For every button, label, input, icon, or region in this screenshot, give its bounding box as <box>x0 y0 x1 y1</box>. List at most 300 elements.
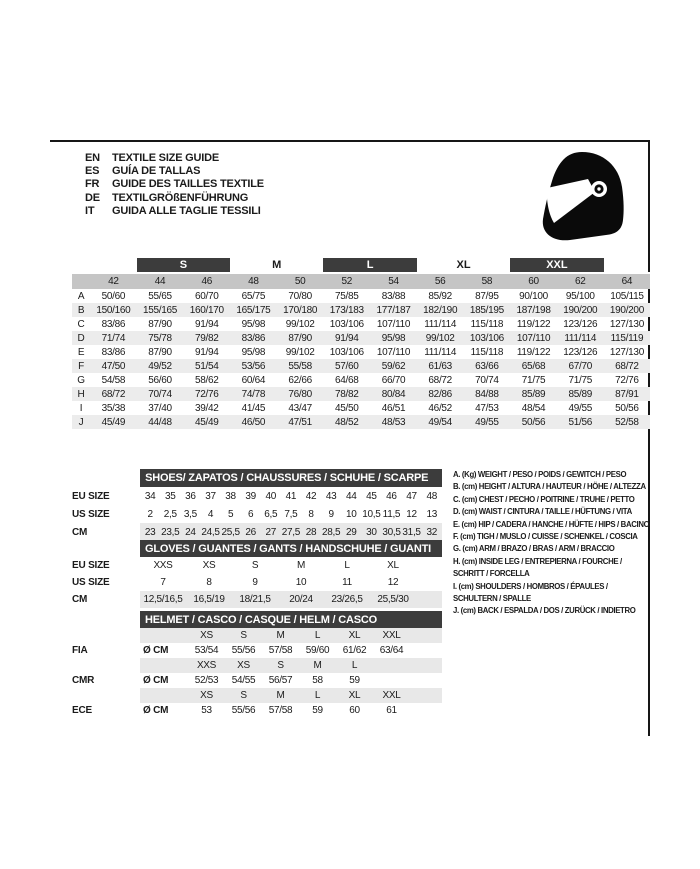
measurement-cell: 48/52 <box>323 415 370 429</box>
measurement-cell: 35/38 <box>101 402 126 414</box>
measurement-cell: 103/106 <box>329 346 364 358</box>
language-row <box>85 205 264 218</box>
row-label-cell: EU SIZE <box>72 487 140 505</box>
size-label-cell: XS <box>225 658 262 673</box>
value-cell: 41 <box>285 490 297 502</box>
measurement-cell: 60/70 <box>194 290 219 302</box>
measurement-row-a <box>72 289 650 303</box>
row-label-cell: G <box>77 374 85 386</box>
size-label-cell: XXL <box>373 688 410 703</box>
value-cell: 54/55 <box>231 675 256 686</box>
measurement-cell: 72/76 <box>183 387 230 401</box>
value-cell: 48 <box>426 490 438 502</box>
measurement-cell: 45/49 <box>90 415 137 429</box>
measurement-cell: 185/195 <box>464 303 511 317</box>
measurement-cell: 170/180 <box>277 303 324 317</box>
size-label-cell: S <box>225 688 262 703</box>
filler-cell <box>410 688 442 703</box>
measurement-cell: 127/130 <box>609 346 644 358</box>
legend-item: F. (cm) TIGH / MUSLO / CUISSE / SCHENKEL / COSCIA <box>453 532 638 542</box>
size-number-cell: 50 <box>277 273 324 289</box>
size-label-cell: XXL <box>373 628 410 643</box>
value-cell: 60 <box>349 705 360 716</box>
measurement-cell: 95/100 <box>565 290 595 302</box>
value-cell: 18/21,5 <box>232 591 278 608</box>
measurement-cell: 150/160 <box>90 303 137 317</box>
row-label-cell <box>72 688 140 703</box>
language-code: ES <box>85 165 100 178</box>
value-cell: 20/24 <box>278 591 324 608</box>
measurement-cell: 82/86 <box>417 387 464 401</box>
table-row-cm <box>72 523 442 541</box>
row-label-cell: A <box>77 290 85 302</box>
filler-cell <box>410 643 442 658</box>
measurement-cell: 55/58 <box>277 359 324 373</box>
standard-label-cell: FIA <box>72 643 140 658</box>
helmet-value-row-cmr <box>72 673 442 688</box>
standard-label-cell: CMR <box>72 673 140 688</box>
size-number-cell: 44 <box>137 273 184 289</box>
value-cell: 29 <box>341 523 361 541</box>
measurement-cell: 187/198 <box>510 303 557 317</box>
measurement-cell: 182/190 <box>417 303 464 317</box>
header-spacer <box>72 611 140 628</box>
value-cell: 38 <box>225 490 236 502</box>
language-code: EN <box>85 152 100 164</box>
measurement-cell: 54/58 <box>101 374 126 386</box>
size-label-cell <box>373 658 410 673</box>
filler-cell <box>410 658 442 673</box>
diameter-label-cell: Ø CM <box>143 645 169 656</box>
measurement-cell: 44/48 <box>137 415 184 429</box>
helmet-size-row-cmr <box>72 658 442 673</box>
row-label-cell: I <box>79 402 83 414</box>
size-label-cell: L <box>299 628 336 643</box>
value-cell: 44 <box>345 490 357 502</box>
measurement-cell: 48/54 <box>521 402 546 414</box>
legend-item: A. (Kg) WEIGHT / PESO / POIDS / GEWITCH / PESO <box>453 470 627 479</box>
size-class-band-xl: XL <box>417 258 510 273</box>
measurement-cell: 76/80 <box>277 387 324 401</box>
value-cell: 30,5 <box>381 523 401 541</box>
measurement-cell: 115/118 <box>470 346 504 358</box>
measurement-cell: 91/94 <box>323 331 370 345</box>
size-label-cell: L <box>299 688 336 703</box>
measurement-cell: 43/47 <box>288 402 312 414</box>
value-cell: 46 <box>386 490 397 502</box>
measurement-cell: 68/72 <box>90 387 137 401</box>
value-cell: 7,5 <box>284 508 298 520</box>
row-label-cell: D <box>72 331 90 345</box>
table-header-row <box>72 611 442 628</box>
measurement-row-d <box>72 331 650 345</box>
helmet-icon-svg <box>536 149 626 243</box>
measurement-cell: 47/53 <box>475 402 499 414</box>
value-cell: 57/58 <box>268 705 293 716</box>
measurement-cell: 87/90 <box>277 331 324 345</box>
measurement-cell: 50/60 <box>101 290 126 302</box>
measurement-cell: 190/200 <box>604 303 651 317</box>
measurement-cell: 56/60 <box>148 374 172 386</box>
measurement-cell: 87/95 <box>475 290 499 302</box>
value-cell: 31,5 <box>402 523 422 541</box>
value-cell: 3,5 <box>183 508 197 520</box>
measurement-cell: 64/68 <box>335 374 359 386</box>
value-cell: 2,5 <box>163 508 177 520</box>
size-number-cell: 54 <box>370 273 417 289</box>
measurement-cell: 72/76 <box>615 374 639 386</box>
measurement-cell: 58/62 <box>194 374 219 386</box>
size-label-cell: M <box>262 688 299 703</box>
measurement-cell: 160/170 <box>183 303 230 317</box>
measurement-cell: 41/45 <box>241 402 266 414</box>
value-cell: 35 <box>164 490 176 502</box>
helmet-value-row-fia <box>72 643 442 658</box>
measurement-row-i <box>72 401 650 415</box>
size-number-cell: 62 <box>557 273 604 289</box>
table-row-us-size <box>72 505 442 523</box>
diameter-spacer-cell <box>140 628 188 643</box>
table-row-eu-size <box>72 557 442 574</box>
header-spacer <box>72 540 140 557</box>
value-cell: 28 <box>301 523 321 541</box>
value-cell: 23 <box>140 523 160 541</box>
measurement-cell: 83/88 <box>381 290 406 302</box>
value-cell: 57/58 <box>268 645 293 656</box>
filler-cell <box>416 591 442 608</box>
value-cell: 9 <box>252 577 258 588</box>
measurement-cell: 190/200 <box>557 303 604 317</box>
legend-item: H. (cm) INSIDE LEG / ENTREPIERNA / FOURCHE / SCHRITT / FORCELLA <box>453 556 622 579</box>
size-class-band-s: S <box>137 258 230 273</box>
value-cell: XS <box>202 560 216 571</box>
measurement-cell: 75/78 <box>137 331 184 345</box>
row-label-cell: H <box>72 387 90 401</box>
measurement-cell: 165/175 <box>230 303 277 317</box>
measurement-cell: 103/106 <box>464 331 511 345</box>
measurement-cell: 60/64 <box>241 374 266 386</box>
measurement-cell: 95/98 <box>241 318 266 330</box>
measurement-cell: 85/89 <box>510 387 557 401</box>
measurement-cell: 47/51 <box>277 415 324 429</box>
table-row-us-size <box>72 574 442 591</box>
value-cell: 16,5/19 <box>186 591 232 608</box>
measurement-cell: 90/100 <box>519 290 548 302</box>
filler-cell <box>416 574 442 591</box>
value-cell: 27,5 <box>281 523 301 541</box>
language-code: IT <box>85 204 95 217</box>
measurement-cell: 115/118 <box>470 318 504 330</box>
value-cell: 6,5 <box>264 508 278 520</box>
size-class-row <box>72 258 650 273</box>
measurement-cell: 123/126 <box>563 318 598 330</box>
measurement-cell: 51/56 <box>557 415 604 429</box>
language-row <box>85 178 264 191</box>
language-row <box>85 192 264 205</box>
measurement-cell: 87/90 <box>148 346 172 358</box>
measurement-cell: 111/114 <box>424 318 457 330</box>
measurement-cell: 55/65 <box>148 290 172 302</box>
shoes-size-table <box>72 469 442 541</box>
value-cell: 43 <box>325 490 337 502</box>
value-cell: XXS <box>153 560 173 571</box>
row-label-cell <box>72 658 140 673</box>
measurement-cell: 67/70 <box>557 359 604 373</box>
measurement-cell: 51/54 <box>183 359 230 373</box>
legend-item: D. (cm) WAIST / CINTURA / TAILLE / HÜFTUNG / VITA <box>453 507 632 517</box>
measurement-cell: 91/94 <box>194 346 219 358</box>
row-label-cell: EU SIZE <box>72 557 140 574</box>
size-label-cell: XL <box>336 688 373 703</box>
helmet-size-row-ece <box>72 688 442 703</box>
size-label-cell: XXS <box>188 658 225 673</box>
measurement-cell: 95/98 <box>370 331 417 345</box>
row-label-cell: J <box>72 415 90 429</box>
measurement-cell: 45/50 <box>335 402 359 414</box>
filler-cell <box>410 703 442 718</box>
measurement-cell: 85/92 <box>428 290 452 302</box>
value-cell: 24 <box>180 523 200 541</box>
measurement-cell: 80/84 <box>370 387 417 401</box>
value-cell: 32 <box>422 523 442 541</box>
measurement-cell: 107/110 <box>376 346 411 358</box>
diameter-label-cell: Ø CM <box>143 675 169 686</box>
legend-item: G. (cm) ARM / BRAZO / BRAS / ARM / BRACCIO <box>453 544 615 554</box>
measurement-cell: 177/187 <box>370 303 417 317</box>
measurement-cell: 173/183 <box>323 303 370 317</box>
value-cell: 42 <box>305 490 317 502</box>
measurement-cell: 71/75 <box>568 374 593 386</box>
table-title: SHOES/ ZAPATOS / CHAUSSURES / SCHUHE / SCARPE <box>140 469 442 487</box>
value-cell: 23,5 <box>160 523 180 541</box>
size-number-cell: 52 <box>323 273 370 289</box>
size-number-cell: 42 <box>90 273 137 289</box>
measurement-cell: 46/52 <box>428 402 452 414</box>
measurement-cell: 78/82 <box>323 387 370 401</box>
measurement-cell: 49/55 <box>568 402 593 414</box>
filler-cell <box>410 628 442 643</box>
measurement-cell: 50/56 <box>510 415 557 429</box>
measurement-cell: 107/110 <box>510 331 557 345</box>
size-label-cell: L <box>336 658 373 673</box>
guide-title: GUIDA ALLE TAGLIE TESSILI <box>112 204 261 217</box>
value-cell: 52/53 <box>194 675 219 686</box>
value-cell: 25,5 <box>221 523 241 541</box>
measurement-cell: 71/75 <box>521 374 546 386</box>
measurement-cell: 99/102 <box>285 318 315 330</box>
measurement-cell: 39/42 <box>194 402 219 414</box>
row-label-cell: F <box>72 359 90 373</box>
measurement-cell: 62/66 <box>288 374 312 386</box>
measurement-row-b <box>72 303 650 317</box>
measurement-cell: 46/50 <box>230 415 277 429</box>
value-cell: 23/26,5 <box>324 591 370 608</box>
helmet-size-table <box>72 611 442 718</box>
measurement-cell: 70/74 <box>475 374 499 386</box>
value-cell: 8 <box>206 577 212 588</box>
guide-title: GUÍA DE TALLAS <box>112 165 201 178</box>
legend-item: C. (cm) CHEST / PECHO / POITRINE / TRUHE / PETTO <box>453 494 635 504</box>
measurement-row-c <box>72 317 650 331</box>
gloves-size-table <box>72 540 442 608</box>
measurement-legend <box>453 469 653 618</box>
value-cell: 7 <box>160 577 166 588</box>
standard-label-cell: ECE <box>72 703 140 718</box>
filler-cell <box>416 557 442 574</box>
guide-title: GUIDE DES TAILLES TEXTILE <box>112 178 264 191</box>
value-cell: 6 <box>248 508 254 520</box>
row-label-cell: US SIZE <box>72 574 140 591</box>
row-label-cell: B <box>72 303 90 317</box>
value-cell: 30 <box>361 523 381 541</box>
helmet-value-row-ece <box>72 703 442 718</box>
value-cell: 9 <box>328 508 334 520</box>
size-label-cell: M <box>299 658 336 673</box>
language-row <box>85 152 264 165</box>
value-cell: 55/56 <box>231 645 256 656</box>
measurement-cell: 70/74 <box>137 387 184 401</box>
measurement-cell: 127/130 <box>609 318 644 330</box>
size-number-cell: 46 <box>183 273 230 289</box>
value-cell: 27 <box>261 523 281 541</box>
measurement-cell: 87/91 <box>604 387 651 401</box>
diameter-label-cell: Ø CM <box>143 705 169 716</box>
value-cell: 24,5 <box>200 523 220 541</box>
value-cell: 36 <box>185 490 196 502</box>
language-code: FR <box>85 178 100 191</box>
measurement-cell: 65/75 <box>241 290 266 302</box>
helmet-size-row-fia <box>72 628 442 643</box>
value-cell: 5 <box>227 508 234 520</box>
measurement-cell: 83/86 <box>230 331 277 345</box>
table-title: HELMET / CASCO / CASQUE / HELM / CASCO <box>140 611 442 628</box>
measurement-cell: 119/122 <box>516 318 551 330</box>
value-cell: 12 <box>387 577 399 588</box>
value-cell: 37 <box>205 490 216 502</box>
measurement-cell: 95/98 <box>241 346 266 358</box>
language-row <box>85 165 264 178</box>
language-code: DE <box>85 191 100 204</box>
table-header-row <box>72 469 442 487</box>
value-cell: 63/64 <box>379 645 404 656</box>
table-row-cm <box>72 591 442 608</box>
table-header-row <box>72 540 442 557</box>
value-cell: 25,5/30 <box>370 591 416 608</box>
measurement-cell: 37/40 <box>148 402 172 414</box>
size-label-cell: XS <box>188 628 225 643</box>
measurement-cell: 45/49 <box>183 415 230 429</box>
measurement-cell: 49/55 <box>464 415 511 429</box>
measurement-row-f <box>72 359 650 373</box>
measurement-cell: 115/119 <box>604 331 651 345</box>
measurement-cell: 155/165 <box>137 303 184 317</box>
guide-title: TEXTILE SIZE GUIDE <box>112 152 220 164</box>
size-number-cell: 48 <box>230 273 277 289</box>
helmet-icon <box>536 149 626 243</box>
value-cell: 4 <box>207 508 214 520</box>
size-number-cell: 60 <box>510 273 557 289</box>
measurement-row-j <box>72 415 650 429</box>
size-label-cell: S <box>262 658 299 673</box>
measurement-cell: 74/78 <box>230 387 277 401</box>
legend-item: E. (cm) HIP / CADERA / HANCHE / HÜFTE / HIPS / BACINO <box>453 519 650 529</box>
value-cell: L <box>344 560 350 571</box>
measurement-cell: 87/90 <box>148 318 172 330</box>
measurement-cell: 84/88 <box>464 387 511 401</box>
value-cell: 45 <box>366 490 377 502</box>
value-cell: 40 <box>265 490 277 502</box>
row-label-cell: CM <box>72 591 140 608</box>
value-cell: 8 <box>308 508 314 520</box>
value-cell: 11 <box>342 577 352 588</box>
value-cell: 12 <box>406 508 417 520</box>
table-title: GLOVES / GUANTES / GANTS / HANDSCHUHE / GUANTI <box>140 540 442 557</box>
value-cell: 28,5 <box>321 523 341 541</box>
measurement-cell: 71/74 <box>90 331 137 345</box>
measurement-cell: 107/110 <box>376 318 411 330</box>
measurement-cell: 111/114 <box>424 346 457 358</box>
value-cell: 59/60 <box>305 645 330 656</box>
value-cell: 59 <box>312 705 323 716</box>
value-cell: XL <box>387 560 399 571</box>
header-spacer <box>72 469 140 487</box>
measurement-cell: 68/72 <box>604 359 651 373</box>
value-cell: 55/56 <box>231 705 256 716</box>
legend-item: B. (cm) HEIGHT / ALTURA / HAUTEUR / HÖHE / ALTEZZA <box>453 482 646 492</box>
size-class-band-xxl: XXL <box>510 258 603 273</box>
value-cell: 39 <box>245 490 256 502</box>
value-cell: 12,5/16,5 <box>140 591 186 608</box>
measurement-cell: 85/89 <box>557 387 604 401</box>
value-cell: 47 <box>406 490 417 502</box>
table-row-eu-size <box>72 487 442 505</box>
value-cell: 53/54 <box>194 645 219 656</box>
legend-item: J. (cm) BACK / ESPALDA / DOS / ZURÜCK / INDIETRO <box>453 606 636 616</box>
measurement-cell: 91/94 <box>194 318 219 330</box>
value-cell: 10 <box>295 577 307 588</box>
measurement-cell: 59/62 <box>370 359 417 373</box>
size-label-cell: XL <box>336 628 373 643</box>
measurement-cell: 119/122 <box>516 346 551 358</box>
measurement-cell: 61/63 <box>417 359 464 373</box>
value-cell: 53 <box>201 705 212 716</box>
measurement-cell: 103/106 <box>329 318 364 330</box>
value-cell: 11,5 <box>382 508 401 520</box>
value-cell <box>373 673 410 688</box>
size-class-band-m: M <box>230 258 323 273</box>
measurement-cell: 105/115 <box>610 290 644 302</box>
legend-item: I. (cm) SHOULDERS / HOMBROS / ÉPAULES / SCHULTERN / SPALLE <box>453 581 608 604</box>
value-cell: 58 <box>312 675 323 686</box>
size-class-spacer <box>72 258 137 273</box>
measurement-cell: 68/72 <box>428 374 452 386</box>
measurement-cell: 49/52 <box>137 359 184 373</box>
measurement-cell: 66/70 <box>381 374 406 386</box>
measurement-cell: 47/50 <box>90 359 137 373</box>
value-cell: 2 <box>147 508 153 520</box>
measurement-cell: 75/85 <box>335 290 359 302</box>
measurement-cell: 57/60 <box>323 359 370 373</box>
language-title-list <box>85 152 264 218</box>
measurement-cell: 63/66 <box>464 359 511 373</box>
value-cell: 56/57 <box>268 675 293 686</box>
measurement-cell: 111/114 <box>557 331 604 345</box>
row-label-cell <box>72 273 90 289</box>
textile-size-table <box>72 258 650 429</box>
size-class-band-l: L <box>323 258 416 273</box>
value-cell: M <box>296 560 306 571</box>
value-cell: 10 <box>345 508 357 520</box>
